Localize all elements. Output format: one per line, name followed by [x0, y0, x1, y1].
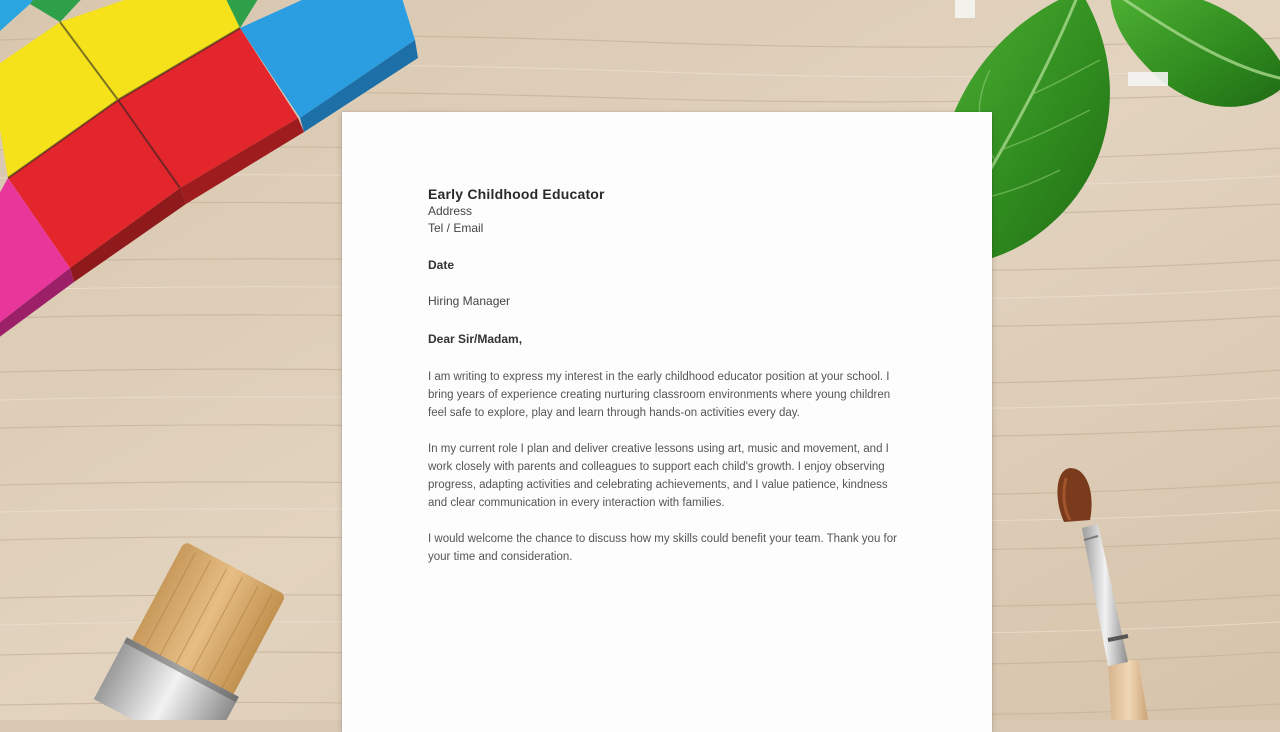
- letter-salutation: Dear Sir/Madam,: [428, 332, 523, 346]
- paper-card-corner: [955, 0, 975, 18]
- letter-paragraph: In my current role I plan and deliver creative lessons using art, music and movement, and I work closely with parents and colleagues to support each child's growth. I enjoy observing progress, adapting activities and celebrating achievements, and I value patience, kindness and clear communication in every interaction with families.: [428, 443, 889, 509]
- letter-date: Date: [428, 258, 455, 272]
- pot-edge: [1128, 72, 1168, 86]
- sender-name: Early Childhood Educator: [428, 186, 605, 202]
- letter: [428, 186, 908, 566]
- sender-contact: Tel / Email: [428, 221, 484, 235]
- sender-address: Address: [428, 204, 473, 218]
- letter-paragraph: I am writing to express my interest in the early childhood educator position at your school. I bring years of experience creating nurturing classroom environments where young children feel safe to explore, play and learn through hands-on activities every day.: [428, 371, 891, 419]
- letter-recipient: Hiring Manager: [428, 294, 511, 308]
- letter-paragraph: I would welcome the chance to discuss how my skills could benefit your team. Thank you for your time and consideration.: [428, 533, 897, 563]
